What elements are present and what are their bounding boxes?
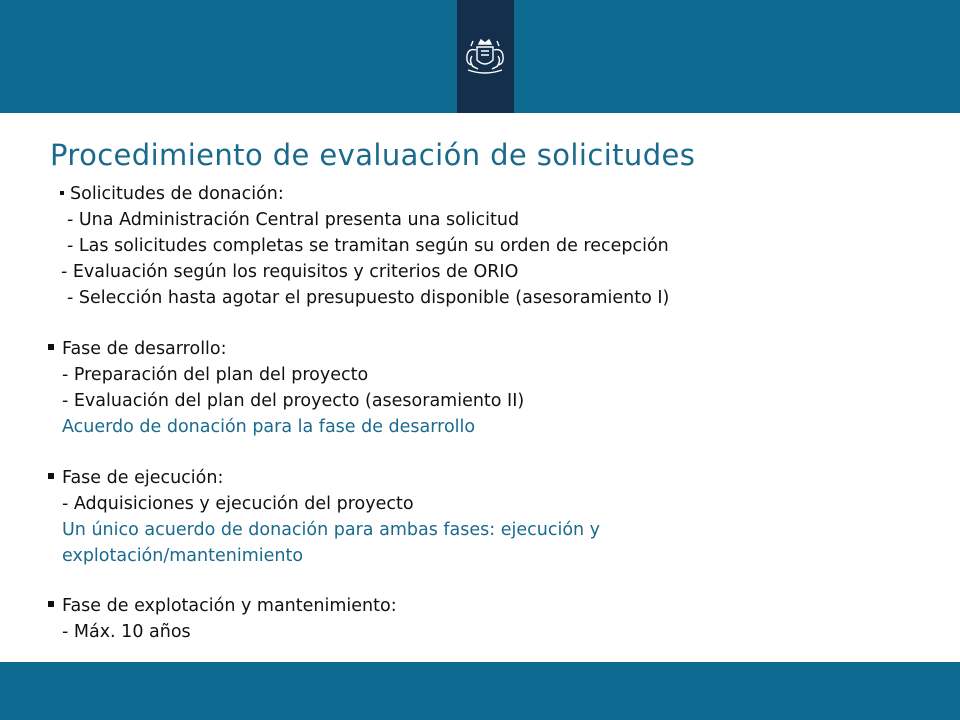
highlight-text: Un único acuerdo de donación para ambas fases: ejecución y xyxy=(62,520,601,540)
list-item: - Una Administración Central presenta una solicitud xyxy=(67,210,520,230)
footer-band xyxy=(0,662,960,720)
bullet-icon xyxy=(48,601,54,607)
bullet-icon xyxy=(48,344,54,350)
highlight-text: Acuerdo de donación para la fase de desarrollo xyxy=(62,417,476,437)
list-item: - Máx. 10 años xyxy=(62,622,191,642)
heading-text: Fase de desarrollo: xyxy=(62,339,227,359)
list-item: - Evaluación según los requisitos y criterios de ORIO xyxy=(61,262,519,282)
list-item: - Adquisiciones y ejecución del proyecto xyxy=(62,494,414,514)
header-band xyxy=(0,0,960,113)
heading-text: Fase de ejecución: xyxy=(62,468,224,488)
list-item: - Selección hasta agotar el presupuesto disponible (asesoramiento I) xyxy=(67,288,670,308)
list-item: - Evaluación del plan del proyecto (asesoramiento II) xyxy=(62,391,525,411)
section-heading-ejecucion xyxy=(48,465,223,491)
section-heading-desarrollo xyxy=(48,336,227,362)
royal-coat-of-arms-icon xyxy=(460,38,510,78)
page-title: Procedimiento de evaluación de solicitudes xyxy=(50,138,696,172)
bullet-icon xyxy=(48,473,54,479)
list-item: - Las solicitudes completas se tramitan según su orden de recepción xyxy=(67,236,669,256)
logo-tab xyxy=(457,0,514,113)
heading-text: Fase de explotación y mantenimiento: xyxy=(62,596,397,616)
list-item: - Preparación del plan del proyecto xyxy=(62,365,369,385)
highlight-text: explotación/mantenimiento xyxy=(62,546,304,566)
section-heading-explotacion xyxy=(48,593,397,619)
bullet-icon xyxy=(60,191,64,195)
section-heading-solicitudes xyxy=(60,181,284,207)
heading-text: Solicitudes de donación: xyxy=(70,184,284,204)
